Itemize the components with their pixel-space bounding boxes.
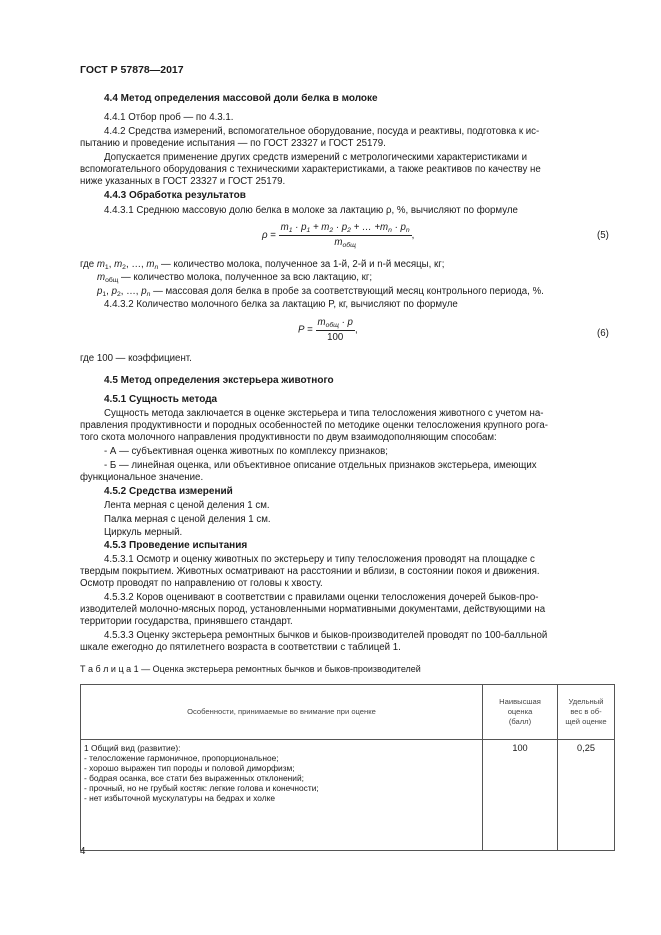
section-title-4-5: 4.5 Метод определения экстерьера животного	[104, 375, 334, 386]
section-title-4-4: 4.4 Метод определения массовой доли белка в молоке	[104, 93, 378, 104]
tool-stick: Палка мерная с ценой деления 1 см.	[104, 514, 271, 525]
para-essence-line1: Сущность метода заключается в оценке экстерьера и типа телосложения животного с учетом на-	[104, 408, 544, 419]
header-features: Особенности, принимаемые во внимание при оценке	[81, 685, 483, 740]
row-features: 1 Общий вид (развитие): - телосложение гармоничное, пропорциональное; - хорошо выражен тип породы и половой диморфизм; - бодрая осанка, все стати без выраженных отклонений; - прочный, но не грубый костяк: легкие голова и конечности; - нет избыточной мускулатуры на бедрах и холке	[81, 740, 483, 851]
equation-number-6: (6)	[597, 328, 609, 339]
header-weight: Удельный вес в об- щей оценке	[558, 685, 615, 740]
subsection-title-4-5-1: 4.5.1 Сущность метода	[104, 394, 218, 405]
para-allowed-line1: Допускается применение других средств измерений с метрологическими характеристиками и	[104, 152, 528, 163]
where-line-4: где 100 — коэффициент.	[80, 353, 192, 364]
subsection-title-4-5-3: 4.5.3 Проведение испытания	[104, 540, 248, 551]
para-allowed-line2: вспомогательного оборудования с техническими характеристиками, а также реактивов по качеству не	[80, 164, 541, 175]
table-header-row	[81, 685, 615, 740]
subsection-title-4-5-2: 4.5.2 Средства измерений	[104, 486, 233, 497]
para-4-5-3-2-line2: изводителей молочно-мясных пород, установленными нормативными документами, действующими на	[80, 604, 546, 615]
para-4-5-3-1-line3: Осмотр проводят по направлению от головы к хвосту.	[80, 578, 323, 589]
para-4-4-3-2: 4.4.3.2 Количество молочного белка за лактацию P, кг, вычисляют по формуле	[104, 299, 458, 310]
where-line-3: $p_1$, $p_2$, …, $p_n$ — массовая доля белка в пробе за соответствующий месяц контрольного периода, %.	[97, 286, 544, 298]
para-essence-line3: того скота молочного направления продуктивности по двум взаимодополняющим способам:	[80, 432, 497, 443]
row-score: 100	[483, 740, 558, 851]
para-4-5-3-1-line2: твердым покрытием. Животных осматривают на расстоянии и вблизи, в состоянии покоя и движения.	[80, 566, 540, 577]
table-row	[81, 740, 615, 851]
para-essence-line2: правления продуктивности и породных особенностей по методике оценки телосложения крупного рога-	[80, 420, 548, 431]
formula-6: P = $\frac{m_{общ} \cdot p}{100}$ ,	[298, 317, 358, 343]
para-4-4-1: 4.4.1 Отбор проб — по 4.3.1.	[104, 112, 234, 123]
formula-5: ρ = $\frac{m_1 \cdot p_1 + m_2 \cdot p_2 + \dots +m_n \cdot p_n}{m_{общ}}$ ,	[262, 222, 415, 249]
method-b-line1: - Б — линейная оценка, или объективное описание отдельных признаков экстерьера, имеющих	[104, 460, 537, 471]
tool-compass: Циркуль мерный.	[104, 527, 183, 538]
equation-number-5: (5)	[597, 230, 609, 241]
para-4-5-3-2-line3: территории государства, принявшего стандарт.	[80, 616, 293, 627]
para-4-4-2-line1: 4.4.2 Средства измерений, вспомогательное оборудование, посуда и реактивы, подготовка к ис-	[104, 126, 540, 137]
row-weight: 0,25	[558, 740, 615, 851]
para-4-5-3-1-line1: 4.5.3.1 Осмотр и оценку животных по экстерьеру и типу телосложения проводят на площадке с	[104, 554, 535, 565]
para-4-4-2-line2: пытанию и проведение испытания — по ГОСТ 23327 и ГОСТ 25179.	[80, 138, 386, 149]
method-a: - А — субъективная оценка животных по комплексу признаков;	[104, 446, 388, 457]
para-4-5-3-3-line1: 4.5.3.3 Оценку экстерьера ремонтных бычков и быков-производителей проводят по 100-балльной	[104, 630, 548, 641]
table-caption: Т а б л и ц а 1 — Оценка экстерьера ремонтных бычков и быков-производителей	[80, 664, 421, 674]
header-max-score: Наивысшая оценка (балл)	[483, 685, 558, 740]
para-4-5-3-3-line2: шкале ежегодно до пятилетнего возраста в соответствии с таблицей 1.	[80, 642, 401, 653]
para-4-4-3-1: 4.4.3.1 Среднюю массовую долю белка в молоке за лактацию ρ, %, вычисляют по формуле	[104, 205, 518, 216]
document-header: ГОСТ Р 57878—2017	[80, 64, 184, 76]
tool-tape: Лента мерная с ценой деления 1 см.	[104, 500, 270, 511]
method-b-line2: функциональное значение.	[80, 472, 204, 483]
para-allowed-line3: ниже указанных в ГОСТ 23327 и ГОСТ 25179.	[80, 176, 286, 187]
where-line-1: где $m_1$, $m_2$, …, $m_n$ — количество молока, полученное за 1-й, 2-й и n-й месяцы, кг;	[80, 259, 445, 271]
subsection-title-4-4-3: 4.4.3 Обработка результатов	[104, 190, 246, 201]
para-4-5-3-2-line1: 4.5.3.2 Коров оценивают в соответствии с правилами оценки телосложения дочерей быков-про-	[104, 592, 539, 603]
page-number: 4	[80, 846, 86, 857]
exterior-evaluation-table	[80, 684, 615, 851]
where-line-2: $m_{общ}$ — количество молока, полученное за всю лактацию, кг;	[97, 272, 373, 284]
